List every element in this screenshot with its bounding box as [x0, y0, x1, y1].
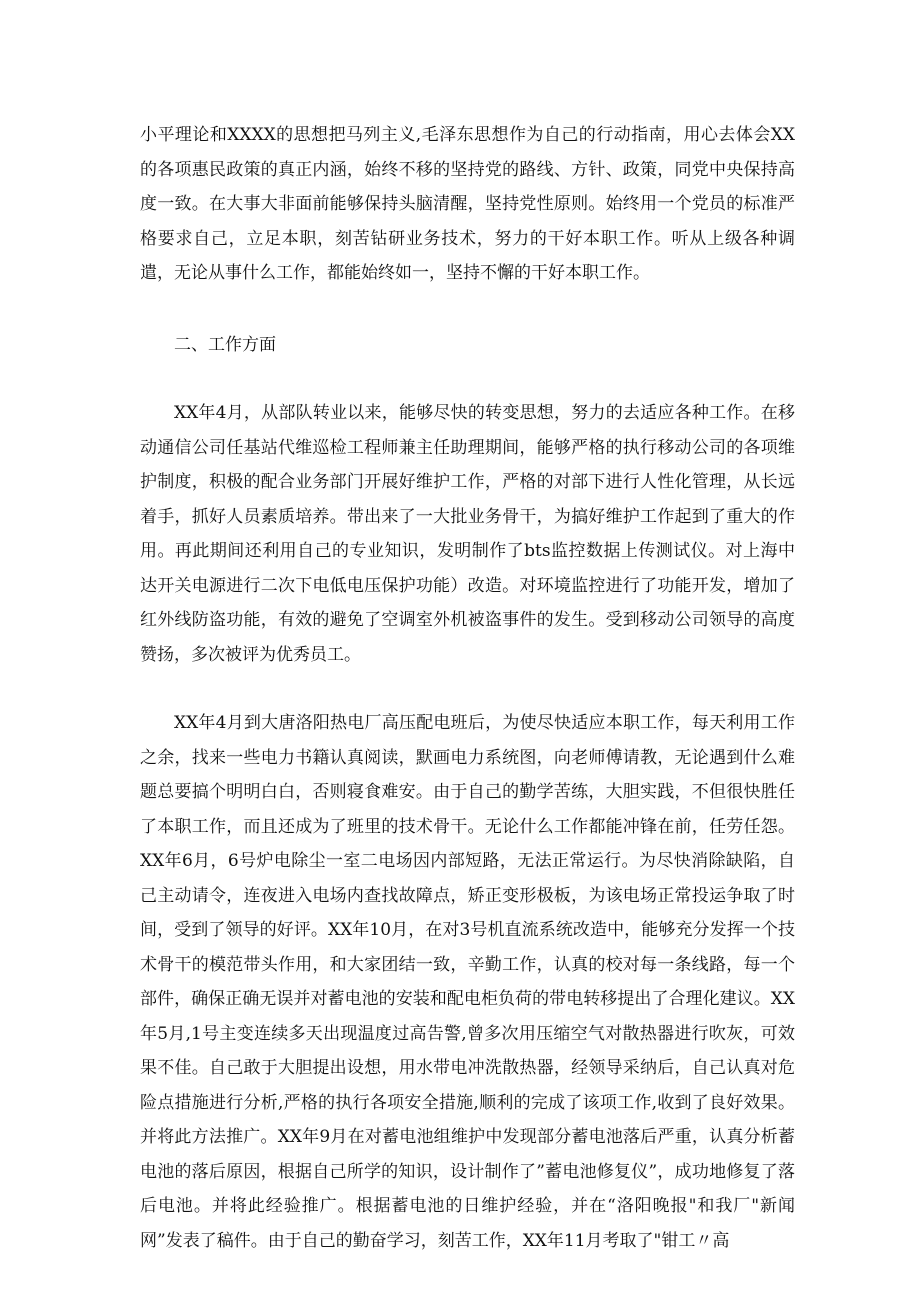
section-heading: 二、工作方面 [174, 334, 276, 355]
document-body [140, 118, 795, 1258]
work-paragraph-1: XX年4月，从部队转业以来，能够尽快的转变思想，努力的去适应各种工作。在移动通信公司任基站代维巡检工程师兼主任助理期间，能够严格的执行移动公司的各项维护制度，积极的配合业务部门开展好维护工作，严格的对部下进行人性化管理，从长远着手，抓好人员素质培养。带出来了一大批业务骨干，为搞好维护工作起到了重大的作用。再此期间还利用自己的专业知识，发明制作了bts监控数据上传测试仪。对上海中达开关电源进行二次下电低电压保护功能）改造。对环境监控进行了功能开发，增加了红外线防盗功能，有效的避免了空调室外机被盗事件的发生。受到移动公司领导的高度赞扬，多次被评为优秀员工。 [140, 403, 795, 665]
work-paragraph-2: XX年4月到大唐洛阳热电厂高压配电班后，为使尽快适应本职工作，每天利用工作之余，找来一些电力书籍认真阅读，默画电力系统图，向老师傅请教，无论遇到什么难题总要搞个明明白白，否则寝食难安。由于自己的勤学苦练，大胆实践，不但很快胜任了本职工作，而且还成为了班里的技术骨干。无论什么工作都能冲锋在前，任劳任怨。XX年6月，6号炉电除尘一室二电场因内部短路，无法正常运行。为尽快消除缺陷，自己主动请令，连夜进入电场内查找故障点，矫正变形极板，为该电场正常投运争取了时间，受到了领导的好评。XX年10月，在对3号机直流系统改造中，能够充分发挥一个技术骨干的模范带头作用，和大家团结一致，辛勤工作，认真的校对每一条线路，每一个部件，确保正确无误并对蓄电池的安装和配电柜负荷的带电转移提出了合理化建议。XX年5月,1号主变连续多天出现温度过高告警,曾多次用压缩空气对散热器进行吹灰，可效果不佳。自己敢于大胆提出设想，用水带电冲洗散热器，经领导采纳后，自己认真对危险点措施进行分析,严格的执行各项安全措施,顺利的完成了该项工作,收到了良好效果。并将此方法推广。XX年9月在对蓄电池组维护中发现部分蓄电池落后严重，认真分析蓄电池的落后原因，根据自己所学的知识，设计制作了”蓄电池修复仪”，成功地修复了落后电池。并将此经验推广。根据蓄电池的日维护经验，并在“洛阳晚报"和我厂"新闻网”发表了稿件。由于自己的勤奋学习，刻苦工作，XX年11月考取了"钳工〃高 [140, 713, 795, 1251]
intro-paragraph: 小平理论和XXXX的思想把马列主义,毛泽东思想作为自己的行动指南，用心去体会XX的各项惠民政策的真正内涵，始终不移的坚持党的路线、方针、政策，同党中央保持高度一致。在大事大非面前能够保持头脑清醒，坚持党性原则。始终用一个党员的标准严格要求自己，立足本职，刻苦钻研业务技术，努力的干好本职工作。听从上级各种调遣，无论从事什么工作，都能始终如一，坚持不懈的干好本职工作。 [140, 125, 795, 283]
